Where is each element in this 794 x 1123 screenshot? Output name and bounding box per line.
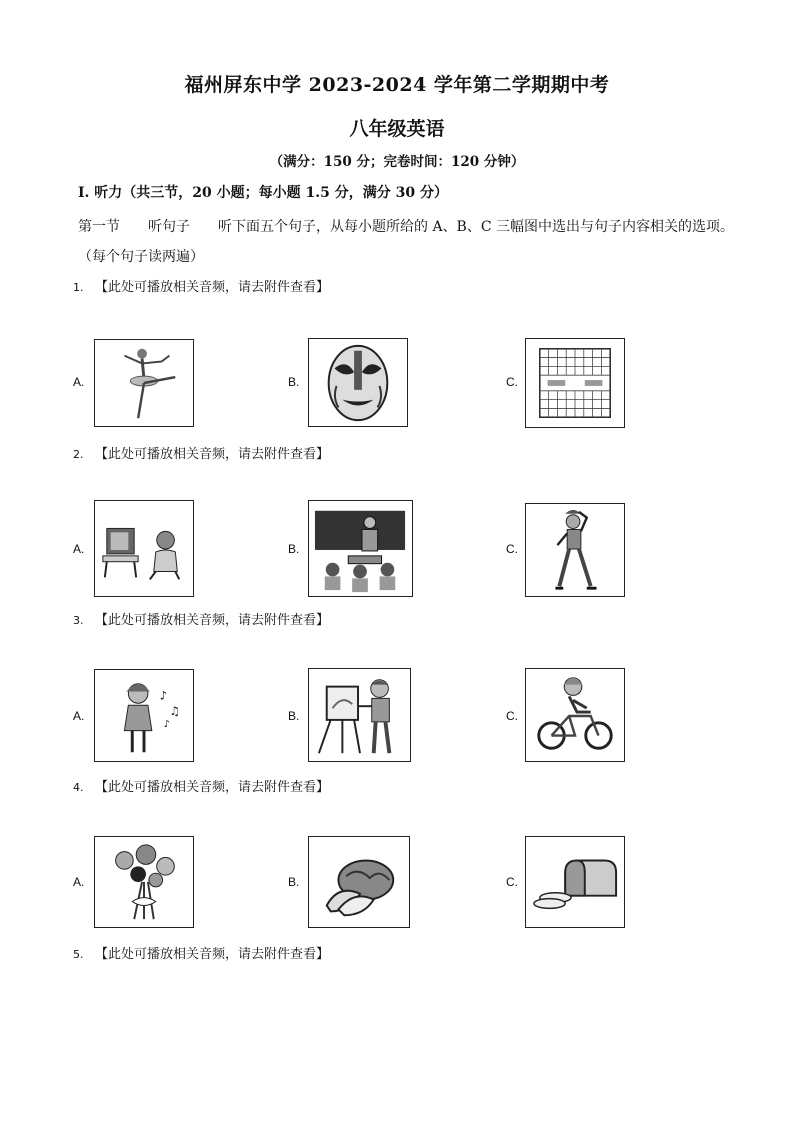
question-5	[73, 943, 329, 962]
singing-icon	[95, 670, 193, 761]
boy-exercising-image[interactable]	[525, 503, 625, 597]
exam-meta: （满分：150 分；完卷时间：120 分钟）	[269, 154, 525, 170]
tv-icon	[95, 501, 193, 596]
audio-placeholder-link[interactable]: 【此处可播放相关音频，请去附件查看】	[95, 447, 330, 462]
question-number: 2.	[73, 448, 84, 461]
option-label: C.	[506, 375, 518, 389]
option-label: A.	[73, 709, 85, 723]
opera-mask-image[interactable]	[308, 338, 408, 427]
question-3	[73, 609, 329, 628]
section-heading: Ⅰ. 听力（共三节，20 小题；每小题 1.5 分，满分 30 分）	[78, 185, 448, 201]
question-number: 5.	[73, 948, 84, 961]
classroom-icon	[309, 501, 412, 596]
chess-board-icon	[526, 339, 624, 427]
option-label: C.	[506, 875, 518, 889]
cabbage-image[interactable]	[308, 836, 410, 928]
audio-placeholder-link[interactable]: 【此处可播放相关音频，请去附件查看】	[95, 947, 330, 962]
option-label: B.	[288, 542, 300, 556]
option-label: C.	[506, 542, 518, 556]
question-number: 1.	[73, 281, 84, 294]
cabbage-icon	[309, 837, 409, 927]
option-label: B.	[288, 709, 300, 723]
exercise-icon	[526, 504, 624, 596]
question-number: 4.	[73, 781, 84, 794]
option-label: B.	[288, 875, 300, 889]
option-label: A.	[73, 542, 85, 556]
audio-placeholder-link[interactable]: 【此处可播放相关音频，请去附件查看】	[95, 780, 330, 795]
painting-icon	[309, 669, 410, 761]
option-label: A.	[73, 375, 85, 389]
question-2	[73, 443, 329, 462]
question-1	[73, 276, 329, 295]
ballet-dancer-icon	[95, 340, 193, 426]
page-subtitle: 八年级英语	[349, 118, 445, 140]
audio-placeholder-link[interactable]: 【此处可播放相关音频，请去附件查看】	[95, 280, 330, 295]
bouquet-icon	[95, 837, 193, 927]
bread-loaf-image[interactable]	[525, 836, 625, 928]
chinese-chess-board-image[interactable]	[525, 338, 625, 428]
opera-mask-icon	[309, 339, 407, 426]
svg-text:♫: ♫	[169, 704, 180, 719]
audio-placeholder-link[interactable]: 【此处可播放相关音频，请去附件查看】	[95, 613, 330, 628]
girl-singing-image[interactable]	[94, 669, 194, 762]
teacher-in-classroom-image[interactable]	[308, 500, 413, 597]
svg-text:♪: ♪	[163, 718, 170, 730]
question-4	[73, 776, 329, 795]
flower-bouquet-image[interactable]	[94, 836, 194, 928]
svg-text:♪: ♪	[159, 688, 168, 703]
option-label: C.	[506, 709, 518, 723]
part-instructions: 第一节 听句子 听下面五个句子，从每小题所给的 A、B、C 三幅图中选出与句子内容相关的选项。（每个句子读两遍）	[78, 219, 735, 265]
option-label: B.	[288, 375, 300, 389]
boy-painting-image[interactable]	[308, 668, 411, 762]
bicycle-icon	[526, 669, 624, 761]
bread-icon	[526, 837, 624, 927]
option-label: A.	[73, 875, 85, 889]
girl-watching-tv-image[interactable]	[94, 500, 194, 597]
page-title: 福州屏东中学 2023-2024 学年第二学期期中考	[184, 74, 610, 96]
ballet-dancer-image[interactable]	[94, 339, 194, 427]
question-number: 3.	[73, 614, 84, 627]
girl-riding-bike-image[interactable]	[525, 668, 625, 762]
